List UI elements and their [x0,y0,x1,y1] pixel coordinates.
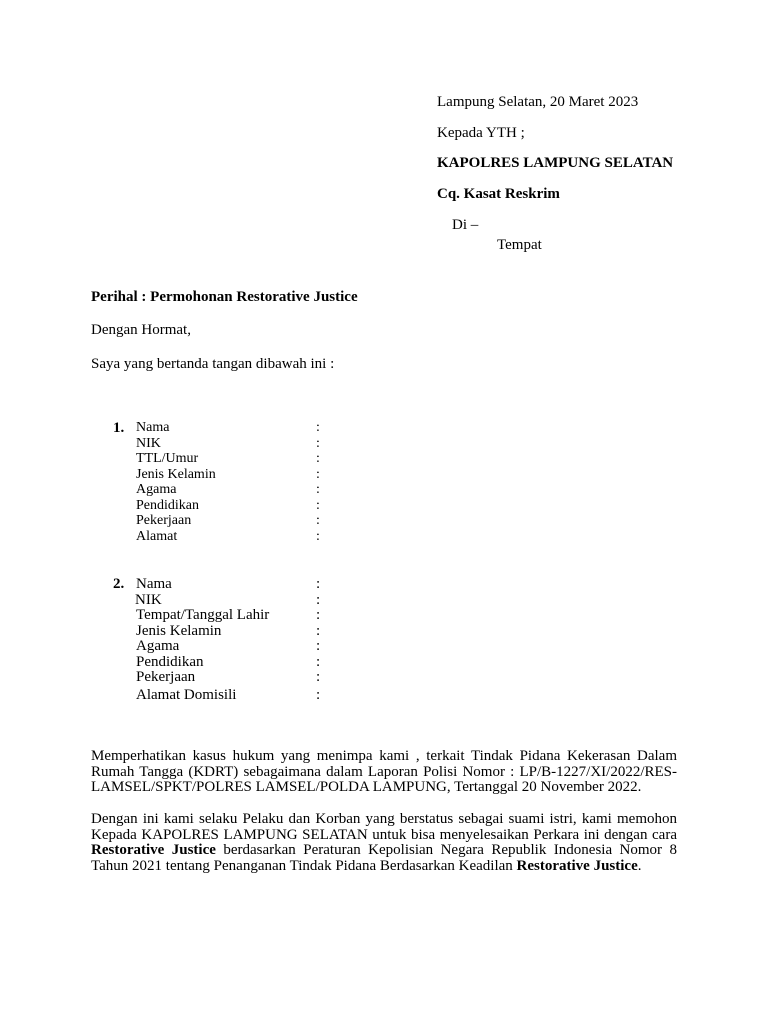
cq-line: Cq. Kasat Reskrim [437,186,560,202]
person2-field: Nama [136,576,172,592]
place-date: Lampung Selatan, 20 Maret 2023 [437,94,639,110]
person2-colon: : [316,576,321,592]
person1-colon: : [316,451,320,466]
person2-colon: : [316,638,321,654]
person1-field: Pekerjaan [136,513,192,528]
person1-colon: : [316,436,320,451]
intro: Saya yang bertanda tangan dibawah ini : [91,356,335,372]
paragraph-permohonan [91,812,677,874]
person1-field: TTL/Umur [136,451,199,466]
person2-colon: : [316,607,321,623]
person2-field: Alamat Domisili [136,687,237,703]
para2-text: Dengan ini kami selaku Pelaku dan Korban yang berstatus sebagai suami istri, kami memohon Kepada KAPOLRES LAMPUNG SELATAN untuk bisa menyelesaikan Perkara ini dengan cara [91,811,677,843]
person1-colon: : [316,498,320,513]
person2-colon: : [316,623,321,639]
perihal: Perihal : Permohonan Restorative Justice [91,289,358,305]
person1-field: Jenis Kelamin [136,467,216,482]
recipient: KAPOLRES LAMPUNG SELATAN [437,155,674,171]
person1-field: Pendidikan [136,498,199,513]
para2-text: berdasarkan Peraturan Kepolisian Negara Republik Indonesia Nomor 8 Tahun 2021 tentang Penanganan Tindak Pidana Berdasarkan Keadilan [91,842,677,874]
person1-field: NIK [136,436,161,451]
di-line: Di – [452,217,479,233]
person1-field: Agama [136,482,177,497]
person1-number: 1. [113,420,125,436]
person2-field: Tempat/Tanggal Lahir [136,607,270,623]
person1-colon: : [316,529,320,544]
restorative-justice-term: Restorative Justice [91,842,216,858]
person2-number: 2. [113,576,125,592]
person2-field: Agama [136,638,180,654]
to-line: Kepada YTH ; [437,125,525,141]
person1-colon: : [316,420,320,435]
person2-colon: : [316,654,321,670]
person2-field: Jenis Kelamin [136,623,222,639]
tempat-line: Tempat [497,237,542,253]
salutation: Dengan Hormat, [91,322,191,338]
person1-colon: : [316,513,320,528]
para2-text: . [637,857,642,874]
person2-field: Pekerjaan [136,669,196,685]
person1-colon: : [316,482,320,497]
person1-field: Nama [136,420,170,435]
person1-field: Alamat [136,529,178,544]
person1-colon: : [316,467,320,482]
person2-colon: : [316,669,321,685]
person2-field: NIK [135,592,162,608]
restorative-justice-term: Restorative Justice [516,857,638,874]
person2-colon: : [316,687,321,703]
person2-field: Pendidikan [136,654,204,670]
paragraph-kasus: Memperhatikan kasus hukum yang menimpa kami , terkait Tindak Pidana Kekerasan Dalam Rumah Tangga (KDRT) sebagaimana dalam Laporan Polisi Nomor : LP/B-1227/XI/2022/RES-LAMSEL/SPKT/POLRES LAMSEL/POLDA LAMPUNG, Tertanggal 20 November 2022. [91,748,677,795]
person2-colon: : [316,592,321,608]
